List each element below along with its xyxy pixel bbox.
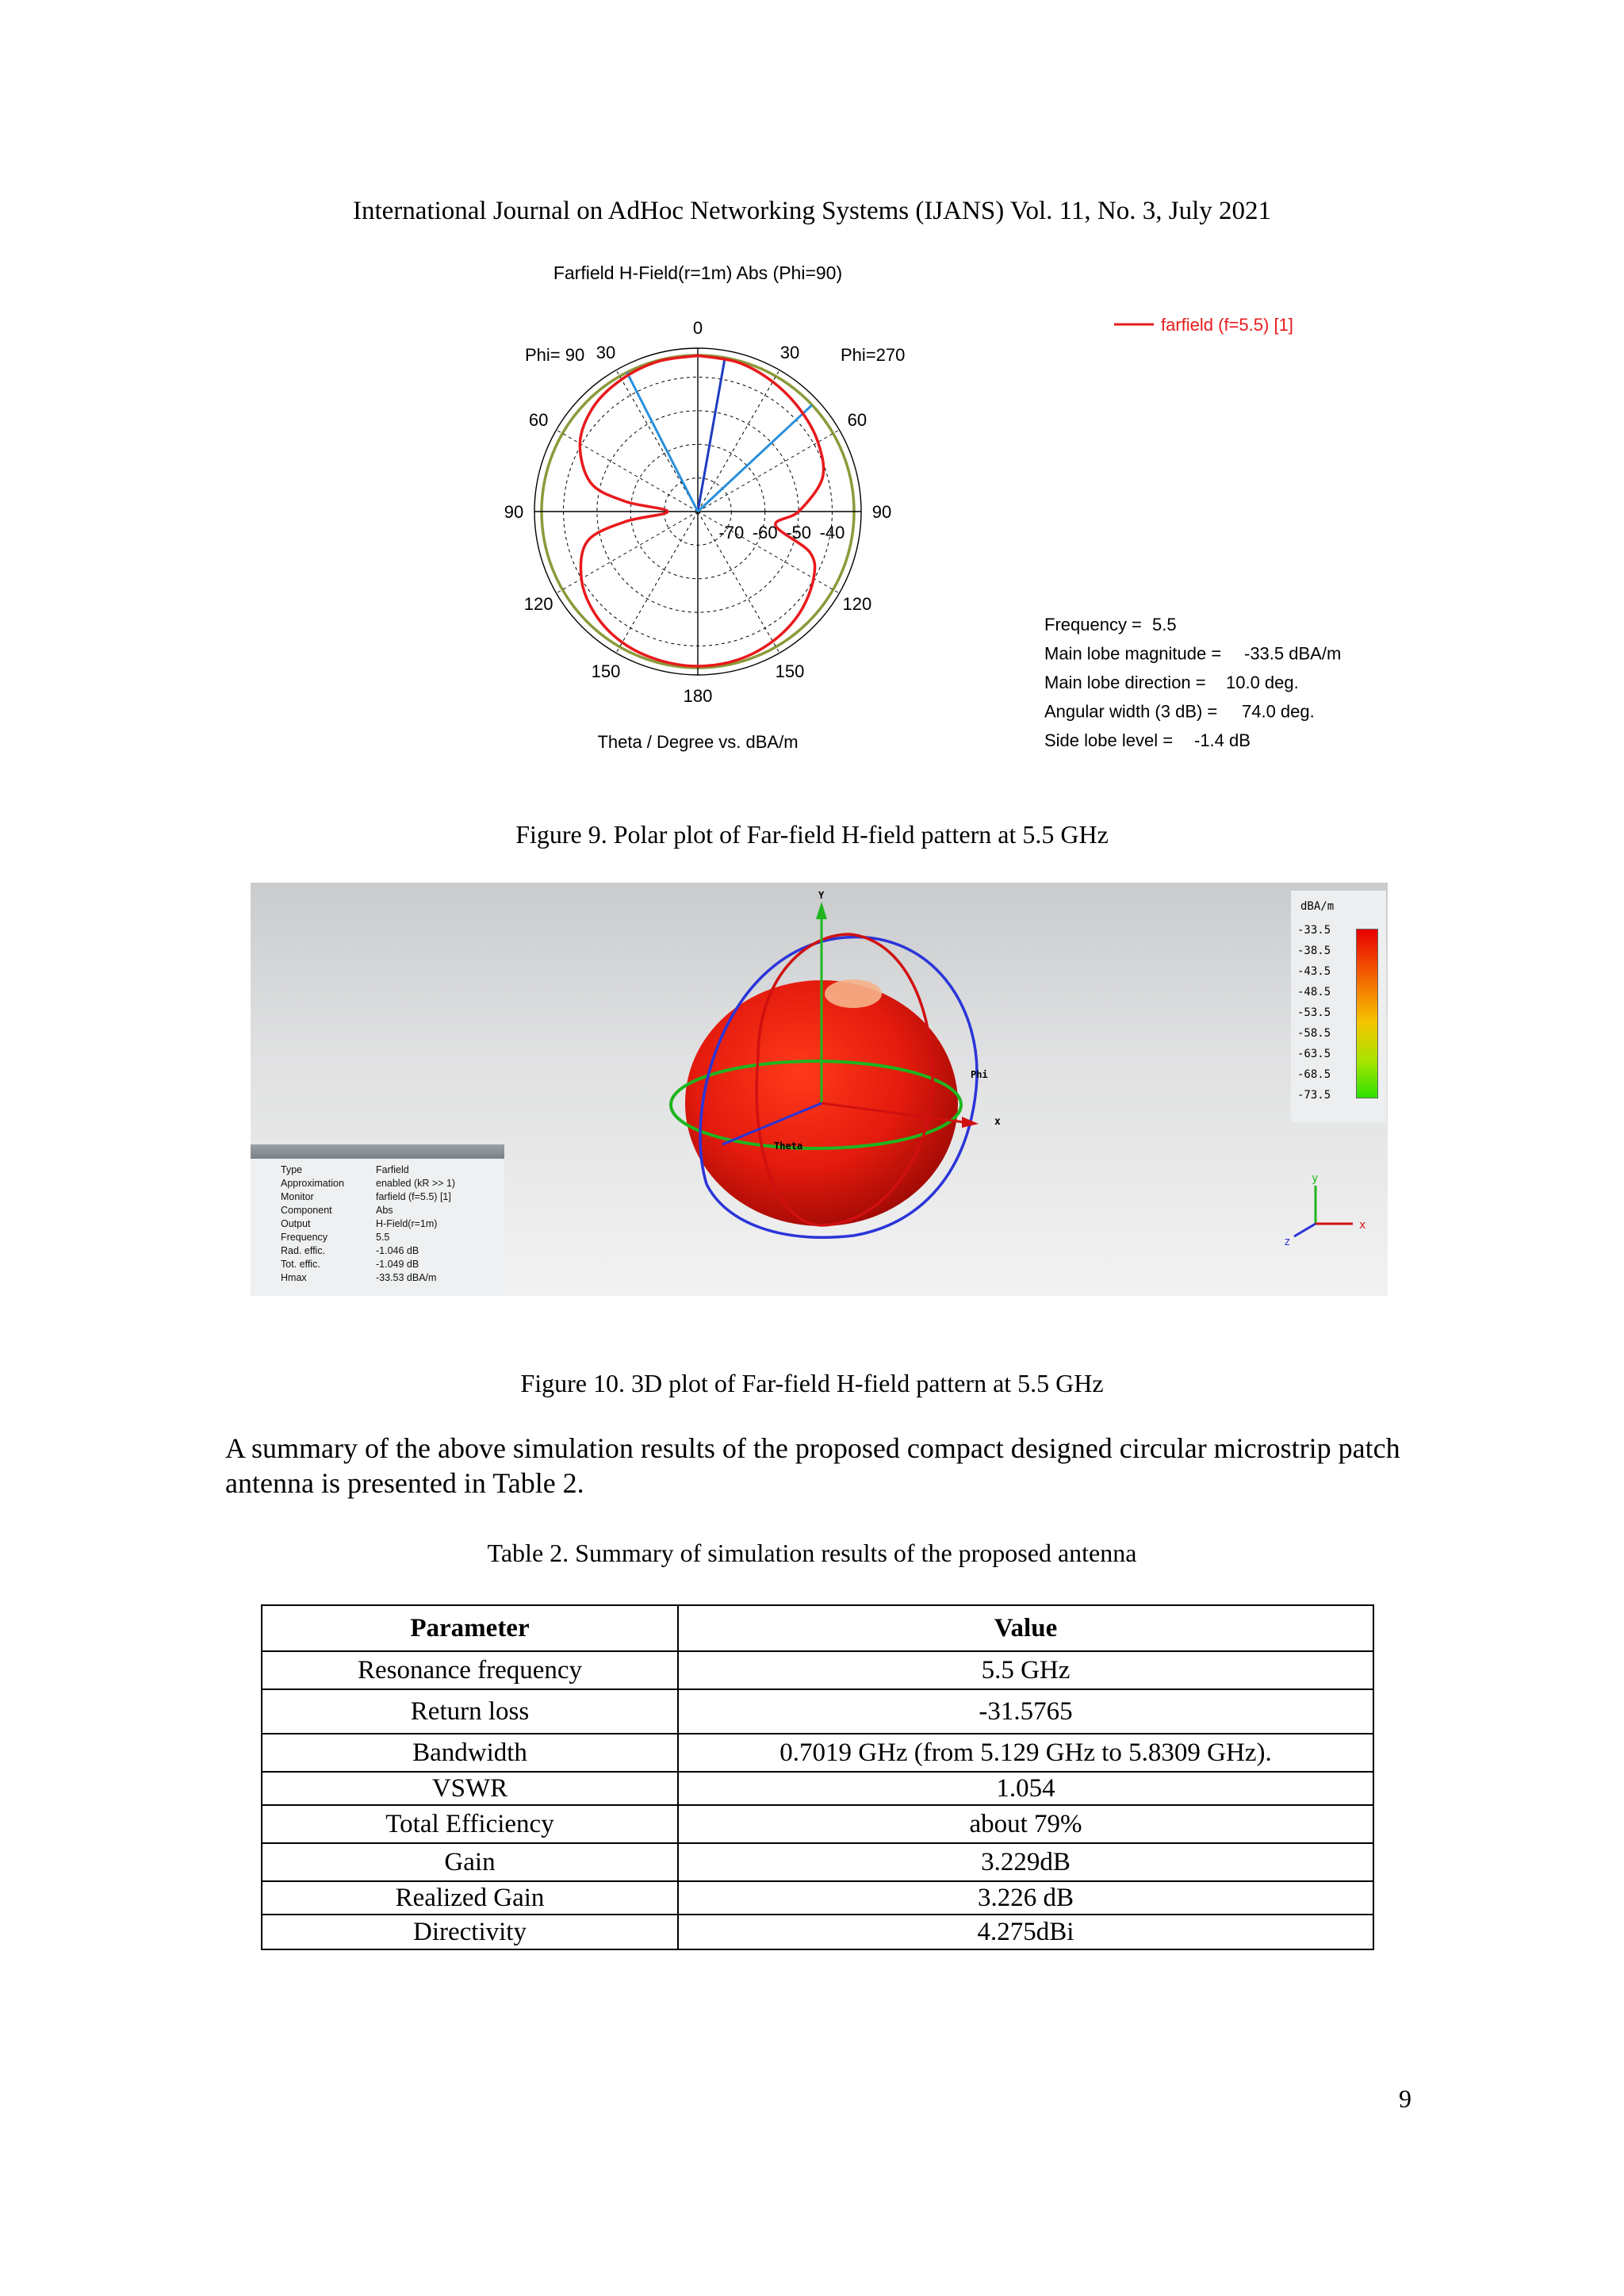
table-cell-parameter: Bandwidth: [262, 1734, 678, 1772]
table2-caption: Table 2. Summary of simulation results of the proposed antenna: [487, 1539, 1137, 1567]
colorbar-tick: -63.5: [1297, 1048, 1331, 1060]
info-key: Component: [281, 1205, 332, 1216]
table-row: [262, 1772, 1373, 1805]
annotation-value: -33.5 dBA/m: [1244, 643, 1342, 664]
annotation-label: Main lobe magnitude =: [1044, 643, 1222, 664]
table-row: [262, 1915, 1373, 1949]
table-cell-parameter: Directivity: [262, 1915, 678, 1949]
info-key: Approximation: [281, 1178, 344, 1189]
info-value: H-Field(r=1m): [376, 1218, 438, 1229]
grid-spoke: [616, 370, 698, 512]
colorbar-tick: -73.5: [1297, 1089, 1331, 1102]
info-row: [281, 1217, 455, 1231]
colorbar-tick: -58.5: [1297, 1027, 1331, 1040]
annotation-value: 5.5: [1152, 615, 1177, 634]
table-row: [262, 1843, 1373, 1881]
legend-series-name: farfield (f=5.5) [1]: [1161, 315, 1293, 335]
info-key: Hmax: [281, 1272, 307, 1283]
info-key: Type: [281, 1164, 303, 1175]
table-row: [262, 1651, 1373, 1689]
body-paragraph: A summary of the above simulation results of the proposed compact designed circular microstrip patch antenna is presented in Table 2.: [225, 1432, 1400, 1499]
info-panel-title-bar: [251, 1144, 504, 1159]
info-row: [281, 1244, 455, 1258]
table-cell-value: 3.226 dB: [678, 1881, 1373, 1915]
angle-label: 150: [775, 661, 805, 681]
info-key: Output: [281, 1218, 311, 1229]
table-cell-parameter: Resonance frequency: [262, 1651, 678, 1689]
figure-3d-plot: [251, 883, 1388, 1296]
annotation-value: 10.0 deg.: [1226, 673, 1299, 692]
annotation-label: Main lobe direction =: [1044, 673, 1206, 692]
info-row: [281, 1177, 455, 1190]
grid-spoke: [616, 512, 698, 653]
table-cell-value: about 79%: [678, 1805, 1373, 1843]
colorbar-legend: [1291, 891, 1386, 1122]
colorbar-gradient: [1356, 929, 1378, 1098]
colorbar-tick: -38.5: [1297, 945, 1331, 957]
radial-label: -70: [718, 523, 745, 542]
figure10-caption: Figure 10. 3D plot of Far-field H-field pattern at 5.5 GHz: [520, 1369, 1104, 1397]
colorbar-tick: -53.5: [1297, 1006, 1331, 1019]
mini-z-axis: [1294, 1224, 1316, 1236]
table-cell-value: 5.5 GHz: [678, 1651, 1373, 1689]
info-table: [281, 1163, 455, 1285]
info-row: [281, 1271, 455, 1285]
angle-label: 60: [847, 410, 868, 430]
table-row: [262, 1881, 1373, 1915]
table-cell-value: 3.229dB: [678, 1843, 1373, 1881]
info-value: Abs: [376, 1205, 393, 1216]
info-value: -33.53 dBA/m: [376, 1272, 437, 1283]
colorbar-title: dBA/m: [1300, 900, 1335, 913]
table-cell-parameter: Return loss: [262, 1689, 678, 1734]
table-row: [262, 1689, 1373, 1734]
polar-xlabel: Theta / Degree vs. dBA/m: [597, 732, 799, 752]
angle-label: 30: [596, 343, 616, 363]
annotation-label: Angular width (3 dB) =: [1044, 701, 1218, 722]
pattern-curve: [580, 355, 823, 666]
table-cell-value: 1.054: [678, 1772, 1373, 1805]
colorbar-tick: -68.5: [1297, 1068, 1331, 1081]
annotation-label: Side lobe level =: [1044, 730, 1174, 750]
mini-z-label: z: [1284, 1236, 1291, 1248]
table-row: [262, 1734, 1373, 1772]
phi-90-label: Phi= 90: [525, 345, 585, 365]
angle-label: 120: [523, 594, 553, 614]
angle-label: 30: [779, 343, 800, 363]
table-header-value: Value: [678, 1605, 1373, 1651]
table-cell-value: -31.5765: [678, 1689, 1373, 1734]
grid-spoke: [557, 512, 698, 593]
table-cell-value: 4.275dBi: [678, 1915, 1373, 1949]
annotation-label: Frequency =: [1044, 615, 1142, 634]
table-cell-parameter: Realized Gain: [262, 1881, 678, 1915]
phi-270-label: Phi=270: [841, 345, 906, 365]
mini-x-label: x: [1359, 1219, 1366, 1232]
theta-label: Theta: [774, 1140, 803, 1152]
table-cell-parameter: VSWR: [262, 1772, 678, 1805]
angle-label: 0: [692, 318, 703, 338]
annotation-value: 74.0 deg.: [1242, 701, 1315, 722]
info-key: Tot. effic.: [281, 1259, 320, 1270]
info-row: [281, 1231, 455, 1244]
angle-label: 150: [591, 661, 621, 681]
polar-title: Farfield H-Field(r=1m) Abs (Phi=90): [553, 263, 843, 283]
angle-label: 90: [504, 502, 524, 522]
polar-plot: [476, 254, 1411, 769]
radial-label: -40: [819, 523, 845, 542]
colorbar-tick: -48.5: [1297, 986, 1331, 999]
angle-label: 180: [683, 686, 713, 706]
x-axis-label: x: [994, 1116, 1001, 1128]
radial-label: -60: [752, 523, 778, 542]
table-row: [262, 1805, 1373, 1843]
mini-y-label: y: [1312, 1172, 1319, 1185]
info-key: Monitor: [281, 1191, 314, 1202]
page-number: 9: [1399, 2084, 1411, 2113]
figure9-caption: Figure 9. Polar plot of Far-field H-field pattern at 5.5 GHz: [515, 820, 1109, 849]
annotations: [1044, 615, 1341, 750]
radial-label: -50: [786, 523, 811, 542]
table-cell-value: 0.7019 GHz (from 5.129 GHz to 5.8309 GHz).: [678, 1734, 1373, 1772]
info-value: farfield (f=5.5) [1]: [376, 1191, 451, 1202]
info-value: -1.046 dB: [376, 1245, 419, 1256]
angle-label: 120: [842, 594, 872, 614]
info-key: Frequency: [281, 1232, 328, 1243]
colorbar-tick: -33.5: [1297, 924, 1331, 937]
angle-label: 90: [871, 502, 892, 522]
table-cell-parameter: Total Efficiency: [262, 1805, 678, 1843]
info-row: [281, 1163, 455, 1177]
y-axis-label: Y: [818, 890, 825, 901]
farfield-info-panel: [251, 1144, 504, 1296]
info-row: [281, 1190, 455, 1204]
info-value: Farfield: [376, 1164, 409, 1175]
pattern-3d-top: [825, 979, 882, 1008]
angle-label: 60: [528, 410, 549, 430]
info-value: -1.049 dB: [376, 1259, 419, 1270]
info-row: [281, 1204, 455, 1217]
table-cell-parameter: Gain: [262, 1843, 678, 1881]
table-header-parameter: Parameter: [262, 1605, 678, 1651]
annotation-value: -1.4 dB: [1194, 730, 1251, 750]
info-row: [281, 1258, 455, 1271]
phi-label: Phi: [971, 1069, 988, 1080]
running-header: International Journal on AdHoc Networking Systems (IJANS) Vol. 11, No. 3, July 2021: [353, 197, 1271, 225]
y-arrow: [816, 902, 827, 919]
info-key: Rad. effic.: [281, 1245, 326, 1256]
info-value: enabled (kR >> 1): [376, 1178, 456, 1189]
colorbar-tick: -43.5: [1297, 965, 1331, 978]
summary-table: [261, 1604, 1374, 1950]
info-value: 5.5: [376, 1232, 390, 1243]
